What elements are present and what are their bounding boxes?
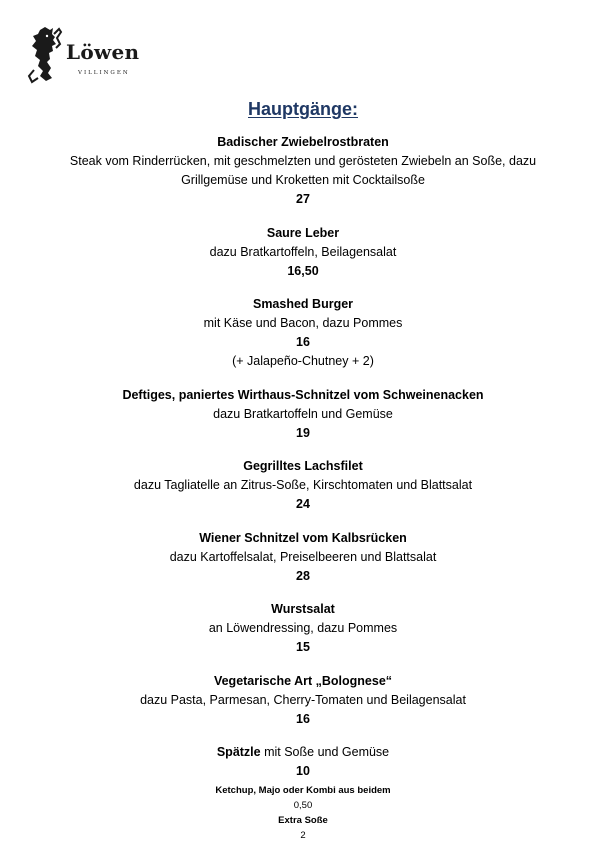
- menu-item: [0, 224, 606, 281]
- menu-item: [0, 386, 606, 443]
- item-price: 27: [296, 192, 310, 206]
- menu-item: [0, 295, 606, 371]
- item-name: Smashed Burger: [252, 297, 354, 311]
- item-price: 16: [296, 335, 310, 349]
- item-name: Wurstsalat: [271, 602, 335, 616]
- item-price: 15: [296, 640, 310, 654]
- item-name: Spätzle: [216, 745, 261, 759]
- item-description: mit Soße und Gemüse: [260, 745, 390, 759]
- item-price: 19: [296, 425, 310, 440]
- extra-label: Ketchup, Majo oder Kombi aus beidem: [215, 785, 391, 796]
- item-name: Vegetarische Art „Bolognese“: [213, 673, 393, 688]
- item-price: 10: [296, 764, 310, 778]
- menu-item: [0, 600, 606, 657]
- menu-item: [0, 672, 606, 729]
- item-name: Wiener Schnitzel vom Kalbsrücken: [199, 530, 407, 545]
- item-price: 16,50: [287, 263, 319, 278]
- extra-price: 0,50: [293, 800, 313, 811]
- item-name-line: [0, 743, 606, 762]
- logo-name: Löwen: [66, 40, 140, 64]
- menu-item: [0, 529, 606, 586]
- menu-item: [0, 457, 606, 514]
- extra-price: 2: [300, 830, 306, 841]
- item-name: Saure Leber: [266, 225, 340, 240]
- item-description: mit Käse und Bacon, dazu Pommes: [203, 316, 403, 330]
- item-description: an Löwendressing, dazu Pommes: [208, 621, 398, 635]
- item-description: Steak vom Rinderrücken, mit geschmelzten und gerösteten Zwiebeln an Soße, dazu: [69, 154, 537, 168]
- extra-label: Extra Soße: [278, 815, 328, 826]
- item-description: dazu Bratkartoffeln und Gemüse: [213, 406, 393, 421]
- item-description: dazu Tagliatelle an Zitrus-Soße, Kirschtomaten und Blattsalat: [133, 478, 473, 492]
- menu-list: [0, 133, 606, 843]
- item-name: Badischer Zwiebelrostbraten: [217, 135, 389, 149]
- item-price: 16: [296, 711, 310, 726]
- item-description: dazu Kartoffelsalat, Preiselbeeren und Blattsalat: [169, 549, 437, 564]
- item-price: 24: [296, 497, 310, 511]
- menu-item: [0, 743, 606, 781]
- item-note: (+ Jalapeño-Chutney + 2): [232, 354, 374, 368]
- item-description: dazu Bratkartoffeln, Beilagensalat: [209, 244, 397, 259]
- lion-icon: [26, 26, 64, 84]
- logo-subtitle: VILLINGEN: [78, 70, 130, 76]
- item-name: Gegrilltes Lachsfilet: [243, 459, 363, 473]
- menu-item: [0, 133, 606, 209]
- item-name: Deftiges, paniertes Wirthaus-Schnitzel vom Schweinenacken: [122, 387, 484, 402]
- page-heading: Hauptgänge:: [248, 99, 358, 119]
- restaurant-logo: [26, 26, 140, 88]
- item-price: 28: [296, 568, 310, 583]
- item-description: Grillgemüse und Kroketten mit Cocktailsoße: [181, 173, 425, 187]
- item-description: dazu Pasta, Parmesan, Cherry-Tomaten und Beilagensalat: [140, 692, 466, 707]
- extras-list: [0, 783, 606, 843]
